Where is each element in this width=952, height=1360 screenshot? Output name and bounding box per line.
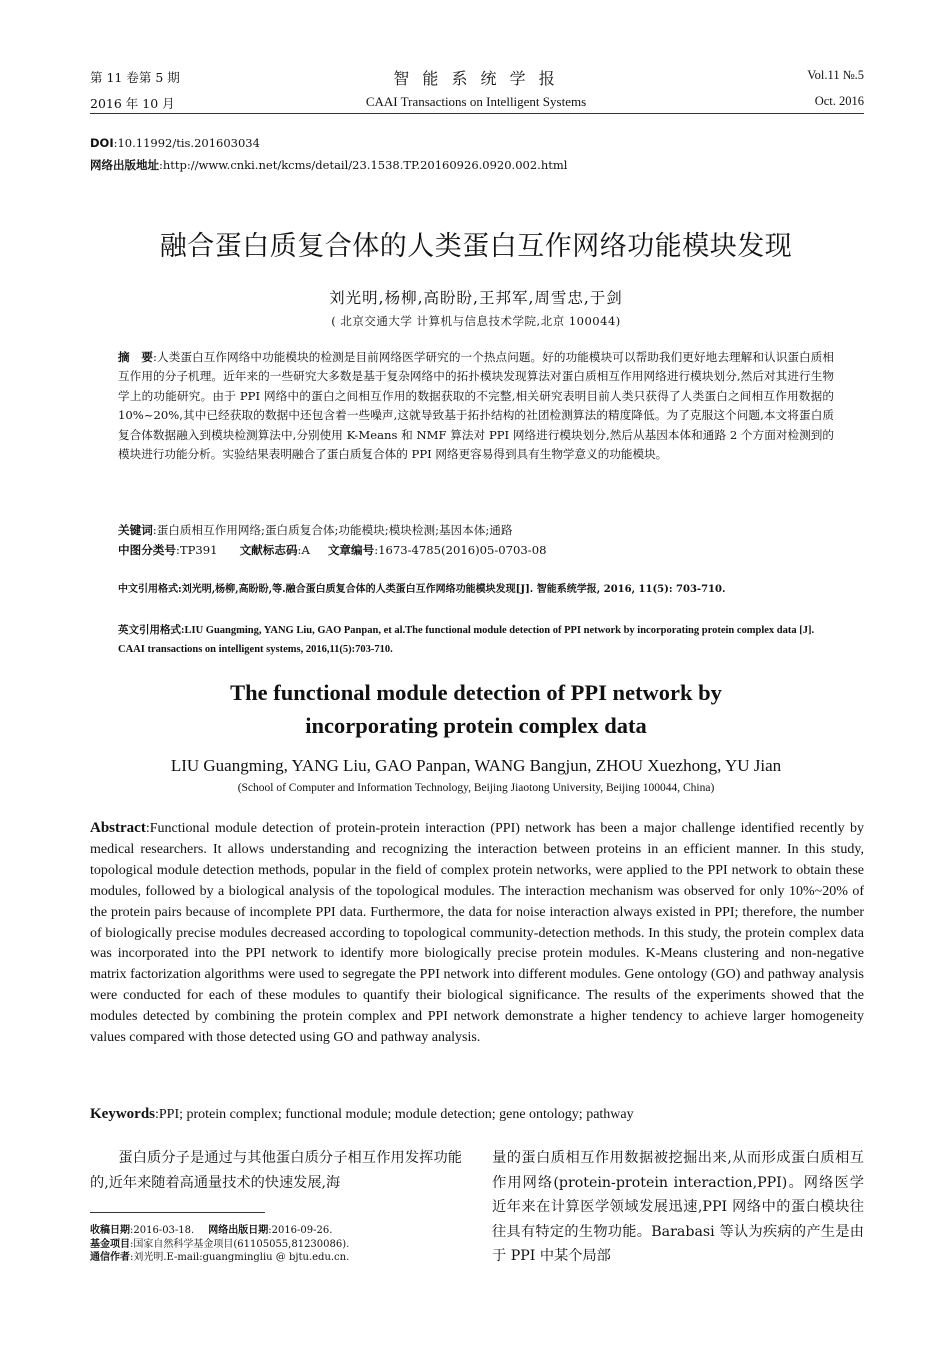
received-label: 收稿日期 — [90, 1225, 130, 1236]
doi-value[interactable]: :10.11992/tis.201603034 — [113, 136, 260, 150]
url-line — [90, 157, 567, 173]
title-cn: 融合蛋白质复合体的人类蛋白互作网络功能模块发现 — [159, 231, 793, 262]
footnote-rule — [90, 1212, 265, 1213]
url-label: 网络出版地址 — [90, 158, 159, 172]
keywords-en-label: Keywords — [90, 1106, 155, 1122]
doc-code-label: 文献标志码 — [239, 543, 298, 557]
url-value[interactable]: :http://www.cnki.net/kcms/detail/23.1538.TP.20160926.0920.002.html — [159, 158, 568, 172]
title-en-line1: The functional module detection of PPI network by — [230, 680, 722, 705]
classification — [118, 541, 834, 560]
keywords-en — [90, 1104, 864, 1126]
doc-code-value: :A — [297, 543, 310, 557]
footnote-corr — [90, 1251, 470, 1265]
online-label: 网络出版日期 — [208, 1225, 269, 1236]
date-en: Oct. 2016 — [814, 94, 864, 108]
abstract-en-text: :Functional module detection of protein-protein interaction (PPI) network has been a major challenge identified recently by medical researchers. It allows understanding and recognizing the interaction between proteins in an efficient manner. In this study, topological module detection methods, popular in the field of complex protein networks, were applied to the PPI network to obtain these modules, followed by a biological analysis of the topological modules. The interaction mechanism was observed for only 10%~20% of the protein pairs because of incomplete PPI data. Furthermore, the data for noise interaction always existed in PPI; therefore, the number of biologically precise modules decreased according to topological community-detection methods. In this study, the protein complex data was incorporated into the PPI network to identify more biologically precise protein modules. K-Means clustering and non-negative matrix factorization algorithms were used to segregate the PPI network into different modules. Gene ontology (GO) and pathway analysis were conducted for each of these modules to quantify their biological significance. The results of the experiments showed that the modules detected by combining the protein complex and PPI network demonstrate a higher tendency to achieve larger homogeneity values compared with those detected using GO and pathway analysis. — [90, 821, 864, 1046]
date-cn: 2016 年 10 月 — [90, 96, 175, 111]
authors-en: LIU Guangming, YANG Liu, GAO Panpan, WANG Bangjun, ZHOU Xuezhong, YU Jian — [170, 756, 782, 775]
abstract-cn — [118, 348, 834, 464]
journal-title-cn: 智 能 系 统 学 报 — [393, 69, 559, 88]
abstract-en — [90, 818, 864, 1049]
affiliation-en: (School of Computer and Information Technology, Beijing Jiaotong University, Beijing 100044, China) — [237, 782, 715, 794]
footnote-fund — [90, 1238, 470, 1252]
abstract-cn-label: 摘 要 — [118, 350, 154, 364]
article-no-value: :1673-4785(2016)05-0703-08 — [374, 543, 547, 557]
volume-cn: 第 11 卷第 5 期 — [90, 70, 180, 85]
footnote-dates — [90, 1224, 470, 1238]
keywords-cn — [118, 521, 834, 540]
affiliation-cn: ( 北京交通大学 计算机与信息技术学院,北京 100044) — [331, 314, 621, 328]
citation-cn: 中文引用格式:刘光明,杨柳,高盼盼,等.融合蛋白质复合体的人类蛋白互作网络功能模块发现[J]. 智能系统学报, 2016, 11(5): 703-710. — [118, 584, 726, 595]
keywords-cn-text: :蛋白质相互作用网络;蛋白质复合体;功能模块;模块检测;基因本体;通路 — [152, 523, 513, 537]
fund-label: 基金项目 — [90, 1238, 130, 1250]
corr-label: 通信作者 — [90, 1252, 130, 1263]
doi-line — [90, 136, 260, 150]
footnote — [90, 1224, 470, 1265]
keywords-cn-label: 关键词 — [118, 523, 153, 537]
body-left-column: 蛋白质分子是通过与其他蛋白质分子相互作用发挥功能的,近年来随着高通量技术的快速发展,海 — [90, 1150, 462, 1191]
online-value: :2016-09-26. — [268, 1225, 333, 1236]
fund-value: :国家自然科学基金项目(61105055,81230086). — [130, 1238, 350, 1250]
title-en — [0, 676, 952, 742]
journal-title-en: CAAI Transactions on Intelligent Systems — [365, 94, 587, 109]
abstract-en-label: Abstract — [90, 820, 146, 836]
volume-en: Vol.11 №.5 — [807, 68, 864, 82]
authors-cn: 刘光明,杨柳,高盼盼,王邦军,周雪忠,于剑 — [329, 289, 623, 307]
abstract-cn-text: :人类蛋白互作网络中功能模块的检测是目前网络医学研究的一个热点问题。好的功能模块可以帮助我们更好地去理解和认识蛋白质相互作用的分子机理。近年来的一些研究大多数是基于复杂网络中的拓扑模块发现算法对蛋白质相互作用网络进行模块划分,然后对其进行生物学上的功能研究。由于 PPI 网络中的蛋白之间相互作用的数据获取的不完整,相关研究表明目前人类只获得了人类蛋白之间相互作用数据的10%~20%,其中已经获取的数据中还包含着一些噪声,这就导致基于拓扑结构的社团检测算法的精度降低。为了克服这个问题,本文将蛋白质复合体数据融入到模块检测算法中,分别使用 K-Means 和 NMF 算法对 PPI 网络进行模块划分,然后从基因本体和通路 2 个方面对检测到的模块进行功能分析。实验结果表明融合了蛋白质复合体的 PPI 网络更容易得到具有生物学意义的功能模块。 — [118, 350, 834, 462]
corr-value[interactable]: :刘光明.E-mail:guangmingliu @ bjtu.edu.cn. — [130, 1252, 350, 1263]
title-en-line2: incorporating protein complex data — [305, 713, 647, 738]
citation-en: 英文引用格式:LIU Guangming, YANG Liu, GAO Panpan, et al.The functional module detection of PPI network by incorporating protein complex data [J]. CAAI transactions on intelligent systems, 2016,11(5):703-710. — [118, 625, 815, 655]
doi-label: DOI — [90, 136, 114, 150]
header-rule — [90, 113, 864, 114]
received-value: :2016-03-18. — [130, 1225, 195, 1236]
article-no-label: 文章编号 — [327, 543, 375, 557]
body-right-column: 量的蛋白质相互作用数据被挖掘出来,从而形成蛋白质相互作用网络(protein-protein interaction,PPI)。网络医学近年来在计算医学领域发展迅速,PPI 网络中的蛋白模块往往具有特定的生物功能。Barabasi 等认为疾病的产生是由于 PPI 中某个局部 — [492, 1150, 864, 1264]
keywords-en-text: :PPI; protein complex; functional module; module detection; gene ontology; pathway — [155, 1107, 634, 1122]
clc-value: :TP391 — [175, 543, 218, 557]
clc-label: 中图分类号 — [118, 543, 176, 557]
